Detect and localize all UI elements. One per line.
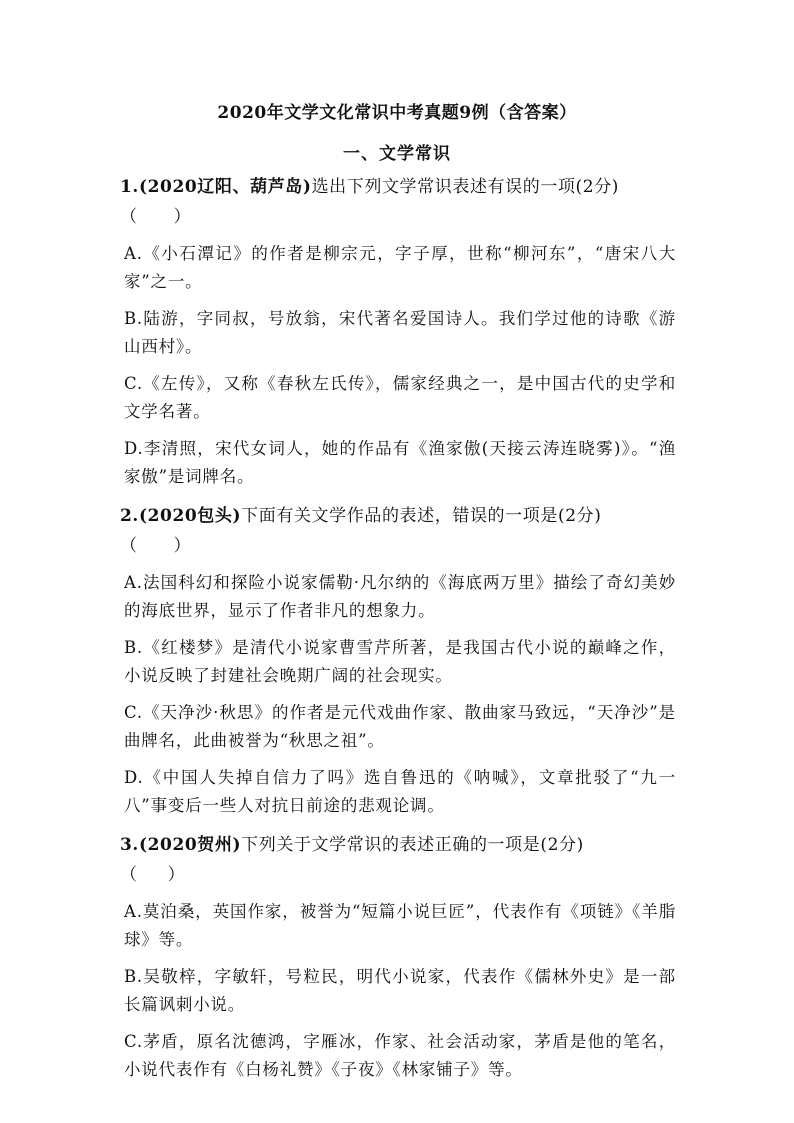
option-d: D.李清照，宋代女词人，她的作品有《渔家傲(天接云涛连晓雾)》。“渔家傲”是词牌名。 (124, 439, 676, 486)
question-number: 3. (120, 835, 139, 855)
question-source: (2020辽阳、葫芦岛) (138, 177, 312, 197)
option-c: C.茅盾，原名沈德鸿，字雁冰，作家、社会活动家，茅盾是他的笔名，小说代表作有《白杨礼赞》《子夜》《林家铺子》等。 (124, 1032, 676, 1079)
option-c: C.《左传》，又称《春秋左氏传》，儒家经典之一，是中国古代的史学和文学名著。 (124, 374, 676, 421)
option-b: B.吴敬梓，字敏轩，号粒民，明代小说家，代表作《儒林外史》是一部长篇讽刺小说。 (124, 967, 676, 1014)
answer-blank: （ ） (120, 865, 186, 885)
option-a: A.《小石潭记》的作者是柳宗元，字子厚，世称“柳河东”，“唐宋八大家”之一。 (124, 244, 676, 291)
answer-blank: （ ） (120, 536, 192, 556)
answer-blank: （ ） (120, 207, 192, 227)
question-number: 1. (120, 177, 139, 197)
question-stem (120, 172, 676, 232)
document-title: 2020年文学文化常识中考真题9例（含答案） (217, 103, 577, 123)
option-a: A.莫泊桑，英国作家，被誉为“短篇小说巨匠”，代表作有《项链》《羊脂球》等。 (124, 902, 676, 949)
option-b: B.《红楼梦》是清代小说家曹雪芹所著，是我国古代小说的巅峰之作，小说反映了封建社会晚期广阔的社会现实。 (124, 638, 676, 685)
option-d: D.《中国人失掉自信力了吗》选自鲁迅的《呐喊》，文章批驳了“九一八”事变后一些人对抗日前途的悲观论调。 (124, 768, 676, 815)
option-c: C.《天净沙·秋思》的作者是元代戏曲作家、散曲家马致远，“天净沙”是曲牌名，此曲被誉为“秋思之祖”。 (124, 703, 676, 750)
question-text: 选出下列文学常识表述有误的一项(2分) (311, 177, 620, 197)
question-stem (120, 501, 676, 561)
question-1 (120, 172, 676, 491)
question-text: 下面有关文学作品的表述，错误的一项是(2分) (241, 506, 602, 526)
question-3 (120, 830, 676, 1084)
section-title: 一、文学常识 (343, 144, 451, 164)
question-2 (120, 501, 676, 820)
question-source: (2020包头) (138, 506, 242, 526)
question-source: (2020贺州) (138, 835, 242, 855)
question-list (120, 172, 676, 1094)
question-stem (120, 830, 676, 890)
question-number: 2. (120, 506, 139, 526)
option-a: A.法国科幻和探险小说家儒勒·凡尔纳的《海底两万里》描绘了奇幻美妙的海底世界，显示了作者非凡的想象力。 (124, 573, 676, 620)
question-text: 下列关于文学常识的表述正确的一项是(2分) (241, 835, 584, 855)
option-b: B.陆游，字同叔，号放翁，宋代著名爱国诗人。我们学过他的诗歌《游山西村》。 (124, 309, 676, 356)
